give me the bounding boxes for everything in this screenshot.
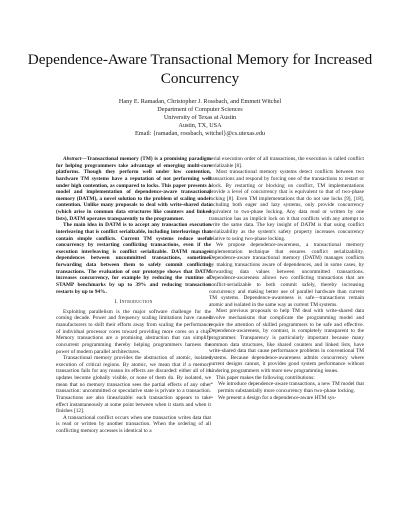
abstract-paragraph-2: The main idea in DATM is to accept any transaction execution interleaving that is conflict serializable, including interleavings that contain simple conflicts. Current TM systems reduce useful concurrency by restarting conflicting transactions, even if the execution interleaving is conflict serializable. DATM manages dependences between uncommitted transactions, sometimes forwarding data between them to safely commit conflicting transactions. The evaluation of our prototype shows that DATM increases concurrency, for example by reducing the runtime of STAMP benchmarks by up to 39% and reducing transaction restarts by up to 94%. bbox=[56, 222, 211, 295]
right-paragraph-3: We propose dependence-awareness, a transactional memory implementation technique that ensures conflict serializability. Dependence-aware transactional memory (DATM) manages conflicts by making transactions aware of dependences, and in some cases, by forwarding data values between uncommitted transactions. Dependence-awareness allows two conflicting transactions that are conflict-serializable to both commit safely, thereby increasing concurrency and making better use of parallel hardware than current TM systems. Dependence-awareness is safe—transactions remain atomic and isolated in the same way as current TM systems. bbox=[209, 242, 364, 308]
right-paragraph-4: Most previous proposals to help TM deal with write-shared data involve mechanisms that complicate the programming model and require the attention of skilled programmers to be safe and effective. Dependence-awareness, by contrast, is completely transparent to the programmer. Transparency is particularly important because many common data structures, like shared counters and linked lists, have write-shared data that cause performance problems in conventional TM systems. Because dependence-awareness admits concurrency where current designs cannot, it provides good system performance without hindering programmers with more new programming issues. bbox=[209, 308, 364, 374]
intro-paragraph-1: Exploiting parallelism is the major software challenge for the coming decade. Power and frequency scaling limitations have caused manufacturers to shift their efforts away from scaling the performance of individual processor cores toward providing more cores on a chip. Memory transactions are a promising abstraction that can simplify concurrent programming thereby helping programmers harness the power of modern parallel architectures. bbox=[56, 308, 211, 355]
right-paragraph-5: This paper makes the following contributions: bbox=[216, 374, 315, 381]
intro-paragraph-2: Transactional memory provides the abstraction of atomic, isolated execution of critical regions. By atomic, we mean that if a memory transaction fails for any reason its effects are discarded: either all of its updates become globally visible, or none of them do. By isolated, we mean that no memory transaction sees the partial effects of any other transaction: uncommitted or speculative state is private to a transaction. Transactions are also linearizable: each transaction appears to take effect instantaneously at some point between when it starts and when it finishes [12]. bbox=[56, 355, 211, 415]
contribution-item: • We introduce dependence-aware transactions, a new TM model that permits substantially more concurrency than two-phase locking. bbox=[209, 381, 364, 394]
contribution-list bbox=[209, 381, 364, 401]
contribution-item: • We present a design for a dependence-aware HTM sys- bbox=[209, 395, 364, 402]
university: University of Texas at Austin bbox=[163, 114, 237, 121]
department: Department of Computer Sciences bbox=[157, 106, 243, 113]
abstract-lead: Abstract bbox=[63, 156, 82, 162]
city: Austin, TX, USA bbox=[178, 122, 222, 129]
abstract-paragraph bbox=[56, 156, 211, 222]
right-paragraph-2: Most transactional memory systems detect conflicts between two transactions and respond by forcing one of the transactions to restart or block. By restarting or blocking on conflict, TM implementations provide a level of concurrency that is equivalent to that of two-phase locking [8]. Even TM implementations that do not use locks [9], [18], including both eager and lazy systems, only provide concurrency equivalent to two-phase locking. Any data read or written by one transaction has an implicit lock on it that conflicts with any attempt to write the same data. The key insight of DATM is that using conflict serializability as the system's safety property increases concurrency relative to using two-phase locking. bbox=[209, 169, 364, 242]
email: Email: {ramadan, rossbach, witchel}@cs.utexas.edu bbox=[134, 130, 266, 137]
left-column bbox=[56, 156, 211, 435]
intro-paragraph-3: A transactional conflict occurs when one transaction writes data that is read or written by another transaction. When the ordering of all conflicting memory accesses is identical to a bbox=[56, 414, 211, 434]
abstract-text: —Transactional memory (TM) is a promising paradigm for helping programmers take advantage of emerging multi-core platforms. Though they perform well under low contention, hardware TM systems have a reputation of not performing well under high contention, as compared to locks. This paper presents a model and implementation of dependence-aware transactional memory (DATM), a novel solution to the problem of scaling under contention. Unlike many proposals to deal with write-shared data (which arise in common data structures like counters and linked lists), DATM operates transparently to the programmer. bbox=[56, 156, 211, 222]
right-paragraph-1: serial execution order of all transactions, the execution is called conflict serializable [8]. bbox=[209, 156, 364, 169]
paper-title: Dependence-Aware Transactional Memory for Increased Concurrency bbox=[27, 51, 373, 87]
author-block bbox=[20, 98, 380, 138]
right-column bbox=[209, 156, 364, 401]
section-heading-introduction: I. Introduction bbox=[114, 299, 153, 306]
author-names: Hany E. Ramadan, Christopher J. Rossbach, and Emmett Witchel bbox=[118, 98, 282, 105]
